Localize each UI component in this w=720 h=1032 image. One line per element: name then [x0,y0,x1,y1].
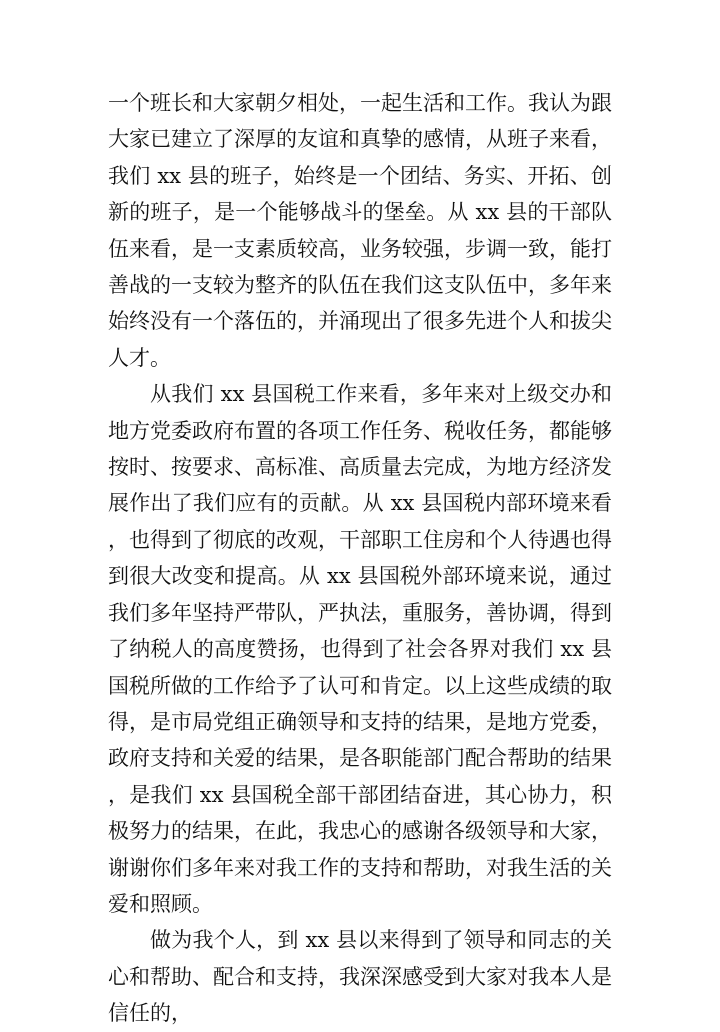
paragraph-3: 做为我个人，到 xx 县以来得到了领导和同志的关心和帮助、配合和支持，我深深感受到大家对我本人是信任的， [108,928,612,1026]
paragraph-2: 从我们 xx 县国税工作来看，多年来对上级交办和地方党委政府布置的各项工作任务、税收任务，都能够按时、按要求、高标准、高质量去完成，为地方经济发展作出了我们应有的贡献。从 xx 县国税内部环境来看，也得到了彻底的改观，干部职工住房和个人待遇也得到很大改变和提高。从 xx 县国税外部环境来说，通过我们多年坚持严带队，严执法，重服务，善协调，得到了纳税人的高度赞扬，也得到了社会各界对我们 xx 县国税所做的工作给予了认可和肯定。以上这些成绩的取得，是市局党组正确领导和支持的结果，是地方党委，政府支持和关爱的结果，是各职能部门配合帮助的结果，是我们 xx 县国税全部干部团结奋进，其心协力，积极努力的结果，在此，我忠心的感谢各级领导和大家，谢谢你们多年来对我工作的支持和帮助，对我生活的关爱和照顾。 [108,382,612,916]
paragraph-1: 一个班长和大家朝夕相处，一起生活和工作。我认为跟大家已建立了深厚的友谊和真挚的感情，从班子来看，我们 xx 县的班子，始终是一个团结、务实、开拓、创新的班子，是一个能够战斗的堡垒。从 xx 县的干部队伍来看，是一支素质较高，业务较强，步调一致，能打善战的一支较为整齐的队伍在我们这支队伍中，多年来始终没有一个落伍的，并涌现出了很多先进个人和拔尖人才。 [108,91,612,370]
document-body [108,85,612,1032]
